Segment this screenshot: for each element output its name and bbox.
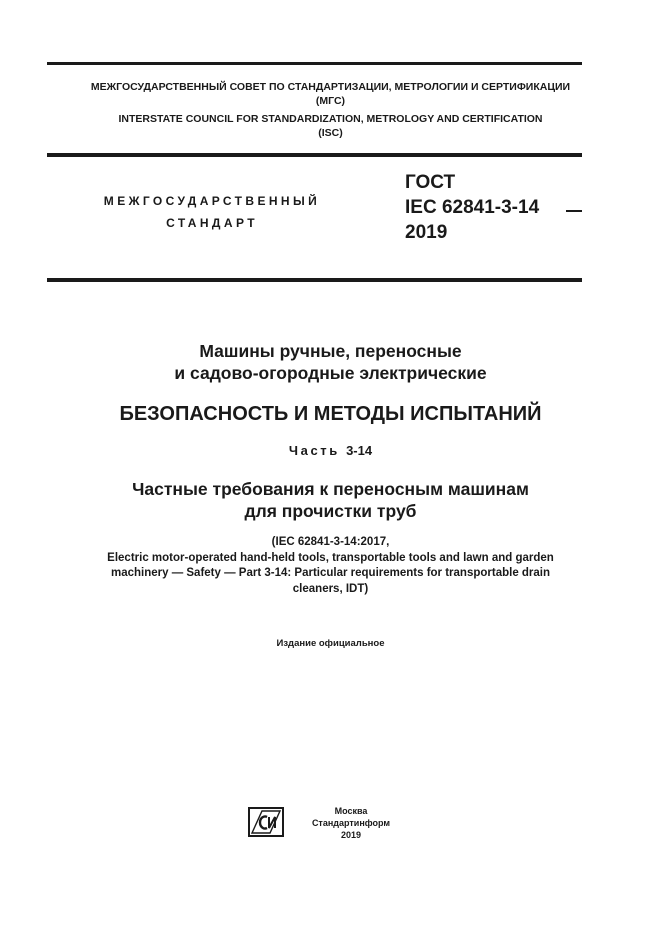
middle-rule <box>47 153 582 157</box>
top-rule <box>47 62 582 65</box>
standard-type <box>47 190 377 234</box>
main-title: БЕЗОПАСНОСТЬ И МЕТОДЫ ИСПЫТАНИЙ <box>119 403 542 425</box>
part-heading <box>0 442 661 460</box>
designation-year: 2019 <box>405 222 448 243</box>
idt-line2: Electric motor-operated hand-held tools, transportable tools and lawn and garden <box>107 551 554 564</box>
subtitle <box>0 478 661 522</box>
standard-type-line1: МЕЖГОСУДАРСТВЕННЫЙ <box>103 194 321 208</box>
idt-line1: (IEC 62841-3-14:2017, <box>271 536 390 548</box>
title-group <box>0 340 661 384</box>
edition-label: Издание официальное <box>276 638 385 649</box>
title-line2: и садово-огородные электрические <box>174 363 487 383</box>
title-line1: Машины ручные, переносные <box>199 341 462 361</box>
designation-gost: ГОСТ <box>405 172 456 193</box>
bottom-rule <box>47 278 582 282</box>
subtitle-line1: Частные требования к переносным машинам <box>132 479 529 499</box>
publisher-block <box>306 805 396 841</box>
subtitle-line2: для прочистки труб <box>244 501 417 521</box>
part-label: Часть <box>288 443 340 458</box>
part-number: 3-14 <box>346 443 373 458</box>
council-name-ru <box>0 80 661 108</box>
publisher-city: Москва <box>334 806 368 816</box>
idt-line3: machinery — Safety — Part 3-14: Particular requirements for transportable drain <box>110 567 551 579</box>
designation-number: IEC 62841-3-14 <box>405 197 540 218</box>
idt-reference <box>20 535 641 597</box>
council-ru-abbr: (МГС) <box>315 95 346 107</box>
standartinform-logo-svg <box>248 807 284 837</box>
standard-type-line2: СТАНДАРТ <box>166 216 258 230</box>
council-en-line1: INTERSTATE COUNCIL FOR STANDARDIZATION, METROLOGY AND CERTIFICATION <box>118 113 543 125</box>
council-en-abbr: (ISC) <box>318 127 343 139</box>
publisher-year: 2019 <box>340 830 362 840</box>
publisher-name: Стандартинформ <box>311 818 391 828</box>
council-name-en <box>0 112 661 140</box>
council-ru-line1: МЕЖГОСУДАРСТВЕННЫЙ СОВЕТ ПО СТАНДАРТИЗАЦИИ, МЕТРОЛОГИИ И СЕРТИФИКАЦИИ <box>90 81 571 93</box>
standartinform-logo-icon <box>248 807 284 837</box>
designation-dash <box>566 210 582 212</box>
standard-designation <box>405 170 539 245</box>
idt-line4: cleaners, IDT) <box>292 582 369 595</box>
